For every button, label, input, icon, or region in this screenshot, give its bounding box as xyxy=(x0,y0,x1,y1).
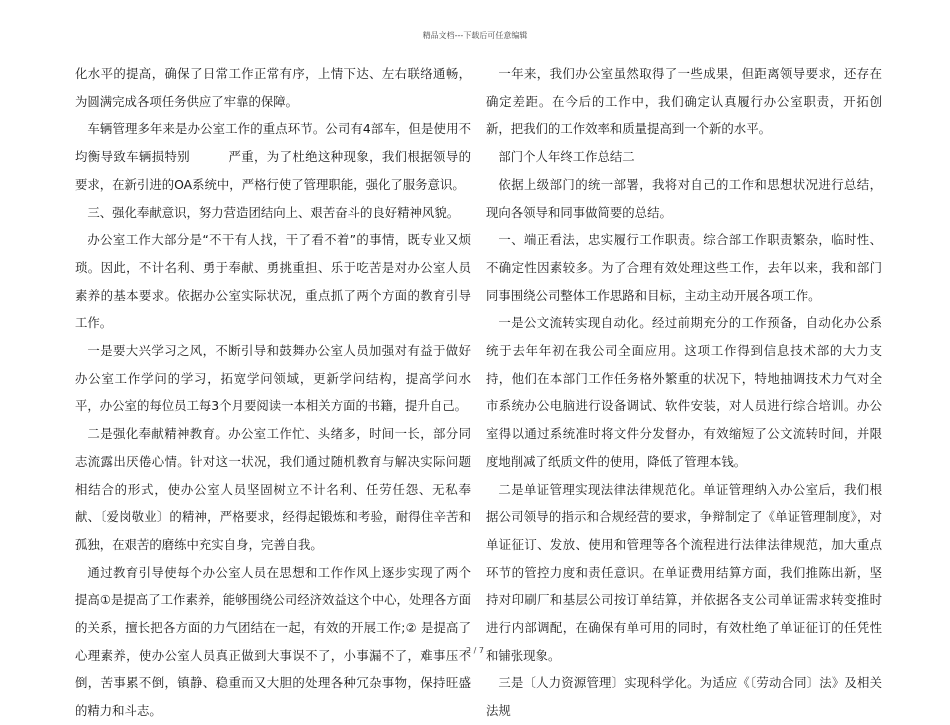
paragraph: 二是单证管理实现法律法律规范化。单证管理纳入办公室后，我们根据公司领导的指示和合规经营的要求，争辩制定了《单证管理制度》，对单证征订、发放、使用和管理等各个流程进行法律法律规范，加大重点环节的管控力度和责任意识。在单证费用结算方面，我们推陈出新，坚持对印刷厂和基层公司按订单结算，并依据各支公司单证需求转变推时进行内部调配，在确保有单可用的同时，有效杜绝了单证征订的任凭性和铺张现象。 xyxy=(486,481,882,663)
paragraph: 一是公文流转实现自动化。经过前期充分的工作预备，自动化办公系统于去年年初在我公司全面应用。这项工作得到信息技术部的大力支持，他们在本部门工作任务格外繁重的状况下，特地抽调技术力气对全市系统办公电脑进行设备调试、软件安装，对人员进行综合培训。办公室得以通过系统准时将文件分发督办，有效缩短了公文流转时间，并限度地削减了纸质文件的使用，降低了管理本钱。 xyxy=(486,315,882,469)
paragraph: 三、强化奉献意识，努力营造团结向上、艰苦奋斗的良好精神风貌。 xyxy=(87,204,460,220)
paragraph: 一年来，我们办公室虽然取得了一些成果，但距离领导要求，还存在确定差距。在今后的工作中，我们确定认真履行办公室职责，开拓创新，把我们的工作效率和质量提高到一个新的水平。 xyxy=(486,66,882,137)
paragraph: 办公室工作大部分是“不干有人找，干了看不着”的事情，既专业又烦琐。因此，不计名利、勇于奉献、勇挑重担、乐于吃苦是对办公室人员素养的基本要求。依据办公室实际状况，重点抓了两个方面的教育引导工作。 xyxy=(75,232,471,331)
paragraph: 一、端正看法，忠实履行工作职责。综合部工作职责繁杂，临时性、不确定性因素较多。为了合理有效处理这些工作，去年以来，我和部门同事围绕公司整体工作思路和目标，主动主动开展各项工作。 xyxy=(486,232,882,303)
right-column xyxy=(486,60,882,725)
left-column xyxy=(75,60,471,725)
paragraph: 化水平的提高，确保了日常工作正常有序，上情下达、左右联络通畅，为圆满完成各项任务供应了牢靠的保障。 xyxy=(75,66,471,109)
paragraph: 一是要大兴学习之风，不断引导和鼓舞办公室人员加强对有益于做好办公室工作学问的学习，拓宽学问领域，更新学问结构，提高学问水平，办公室的每位员工每3个月要阅读一本相关方面的书籍，提升自己。 xyxy=(75,343,471,414)
paragraph: 依据上级部门的统一部署，我将对自己的工作和思想状况进行总结，现向各领导和同事做简要的总结。 xyxy=(486,176,882,220)
section-title: 部门个人年终工作总结二 xyxy=(498,149,635,165)
paragraph: 车辆管理多年来是办公室工作的重点环节。公司有4部车，但是使用不均衡导致车辆损特别 严重，为了杜绝这种现象，我们根据领导的要求，在新引进的OA系统中，严格行使了管理职能，强化了服务意识。 xyxy=(75,121,471,192)
paragraph: 二是强化奉献精神教育。办公室工作忙、头绪多，时间一长，部分同志流露出厌倦心情。针对这一状况，我们通过随机教育与解决实际问题相结合的形式，使办公室人员坚固树立不计名利、任劳任怨、无私奉献、〔爱岗敬业〕的精神，严格要求，经得起锻炼和考验，耐得住辛苦和孤独，在艰苦的磨练中充实自身，完善自我。 xyxy=(75,426,471,552)
paragraph: 通过教育引导使每个办公室人员在思想和工作作风上逐步实现了两个提高①是提高了工作素养，能够围绕公司经济效益这个中心，处理各方面的关系，擅长把各方面的力气团结在一起，有效的开展工作;② 是提高了心理素养，使办公室人员真正做到大事误不了，小事漏不了，难事压不倒，苦事累不倒，镇静、稳重而又大胆的处理各种冗杂事物，保持旺盛的精力和斗志。 xyxy=(75,564,471,719)
paragraph: 三是〔人力资源管理〕实现科学化。为适应《〔劳动合同〕法》及相关法规 xyxy=(486,675,882,719)
page-number: 2 / 7 xyxy=(466,646,484,655)
page-header: 精品文档---下载后可任意编辑 xyxy=(422,31,528,40)
